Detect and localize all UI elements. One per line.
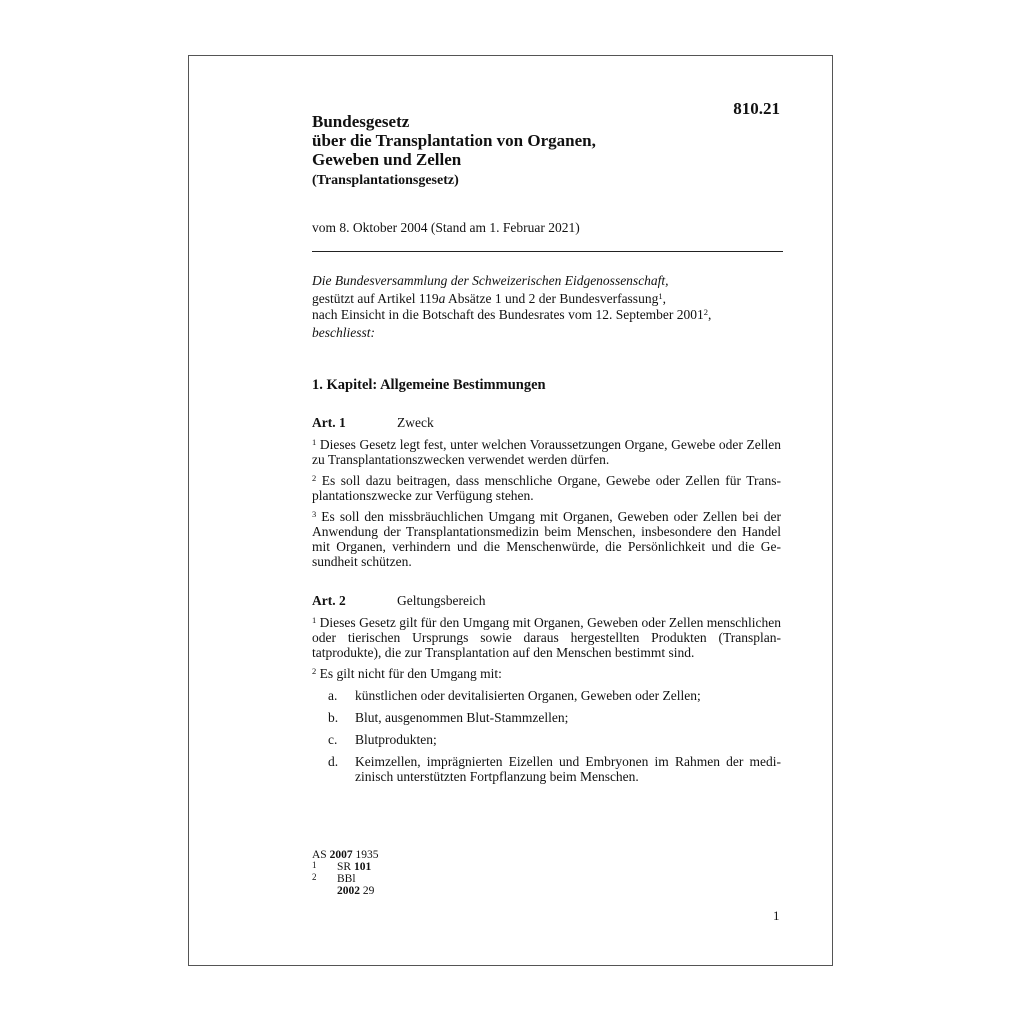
preamble-resolves: beschliesst: (312, 325, 375, 340)
footnote-text[interactable] (337, 873, 378, 897)
paragraph-text: Es soll den missbräuchlichen Umgang mit Organen, Geweben oder Zellen bei der Anwendung der Transplantationsmedizin beim Menschen, insbesondere den Handel mit Organen, verhindern und die Menschenwürde, die Persönlichkeit und die Gesundheit schützen. (312, 509, 782, 569)
footnote-bold: 2002 (337, 885, 360, 897)
sr-number: 810.21 (733, 99, 780, 118)
footnote-mark: 1 (312, 860, 317, 870)
list-text: Blutprodukten; (355, 732, 437, 747)
article-1-paragraph-3 (312, 509, 781, 569)
as-year: 2007 (329, 849, 353, 861)
footnote-mark: 2 (312, 872, 317, 882)
paragraph-number: 3 (312, 509, 317, 519)
preamble-line-2 (312, 307, 792, 323)
article-1-heading (312, 415, 434, 431)
preamble-text: nach Einsicht in die Botschaft des Bundesrates vom 12. September 2001 (312, 307, 704, 322)
article-1-paragraph-1 (312, 437, 781, 467)
article-2-heading (312, 593, 485, 609)
page-number: 1 (773, 908, 780, 923)
paragraph-text: Dieses Gesetz gilt für den Umgang mit Organen, Geweben oder Zellen menschlichen oder tierischen Ursprungs sowie daraus hergestellten Produkten (Transplantatprodukte), die zur Transplantation auf den Menschen bestimmt sind. (312, 615, 781, 660)
title-line-2: über die Transplantation von Organen, (312, 131, 596, 150)
footnote-ref-1[interactable]: 1 (658, 291, 663, 301)
footnote-1 (312, 861, 378, 873)
list-letter: c. (328, 732, 338, 747)
list-text: Blut, ausgenommen Blut-Stammzellen; (355, 710, 569, 725)
paragraph-text: Dieses Gesetz legt fest, unter welchen Voraussetzungen Organe, Gewebe oder Zellen zu Transplantationszwecken verwendet werden dürfen. (312, 437, 781, 467)
as-page: 1935 (352, 849, 379, 861)
preamble-intro: Die Bundesversammlung der Schweizerischen Eidgenossenschaft, (312, 273, 669, 288)
paragraph-number: 1 (312, 437, 317, 447)
as-prefix: AS (312, 849, 330, 861)
paragraph-text: Es gilt nicht für den Umgang mit: (319, 666, 502, 681)
preamble-line-1 (312, 291, 792, 307)
article-title: Zweck (397, 415, 434, 430)
article-number: Art. 2 (312, 593, 346, 608)
article-1-paragraph-2 (312, 473, 781, 503)
preamble (312, 273, 792, 341)
chapter-heading: 1. Kapitel: Allgemeine Bestimmungen (312, 377, 546, 393)
document-title (312, 112, 596, 169)
preamble-text: gestützt auf Artikel 119 (312, 291, 439, 306)
footnote-text[interactable] (337, 861, 371, 873)
paragraph-number: 2 (312, 473, 317, 483)
date-line: vom 8. Oktober 2004 (Stand am 1. Februar 2021) (312, 220, 580, 235)
list-text: Keimzellen, imprägnierten Eizellen und Embryonen im Rahmen der medizinisch unterstützten Fortpflanzung beim Menschen. (355, 754, 781, 784)
footnote-suffix: 29 (360, 885, 375, 897)
footnote-prefix: SR (337, 861, 354, 873)
list-text: künstlichen oder devitalisierten Organen, Geweben oder Zellen; (355, 688, 701, 703)
preamble-text: Absätze 1 und 2 der Bundesverfassung (445, 291, 659, 306)
article-2-paragraph-2 (312, 666, 781, 681)
list-letter: b. (328, 710, 339, 725)
paragraph-number: 1 (312, 615, 317, 625)
official-compilation-ref (312, 849, 378, 861)
list-letter: d. (328, 754, 339, 769)
footnote-prefix: BBl (337, 873, 356, 885)
article-2-paragraph-1 (312, 615, 781, 660)
title-divider (312, 251, 783, 252)
title-line-1: Bundesgesetz (312, 112, 410, 131)
list-letter: a. (328, 688, 338, 703)
paragraph-text: Es soll dazu beitragen, dass menschliche Organe, Gewebe oder Zellen für Transplantationszwecke zur Verfügung stehen. (312, 473, 782, 503)
footnotes (312, 849, 379, 897)
preamble-text: , (662, 291, 666, 306)
article-number: Art. 1 (312, 415, 346, 430)
paragraph-number: 2 (312, 666, 317, 676)
footnote-bold: 101 (353, 861, 372, 873)
preamble-italic: a (438, 291, 446, 306)
footnote-2 (312, 872, 378, 897)
footnote-ref-2[interactable]: 2 (703, 307, 709, 317)
title-line-3: Geweben und Zellen (312, 150, 462, 169)
preamble-text: , (708, 307, 712, 322)
article-title: Geltungsbereich (397, 593, 486, 608)
short-title: (Transplantationsgesetz) (312, 173, 459, 188)
